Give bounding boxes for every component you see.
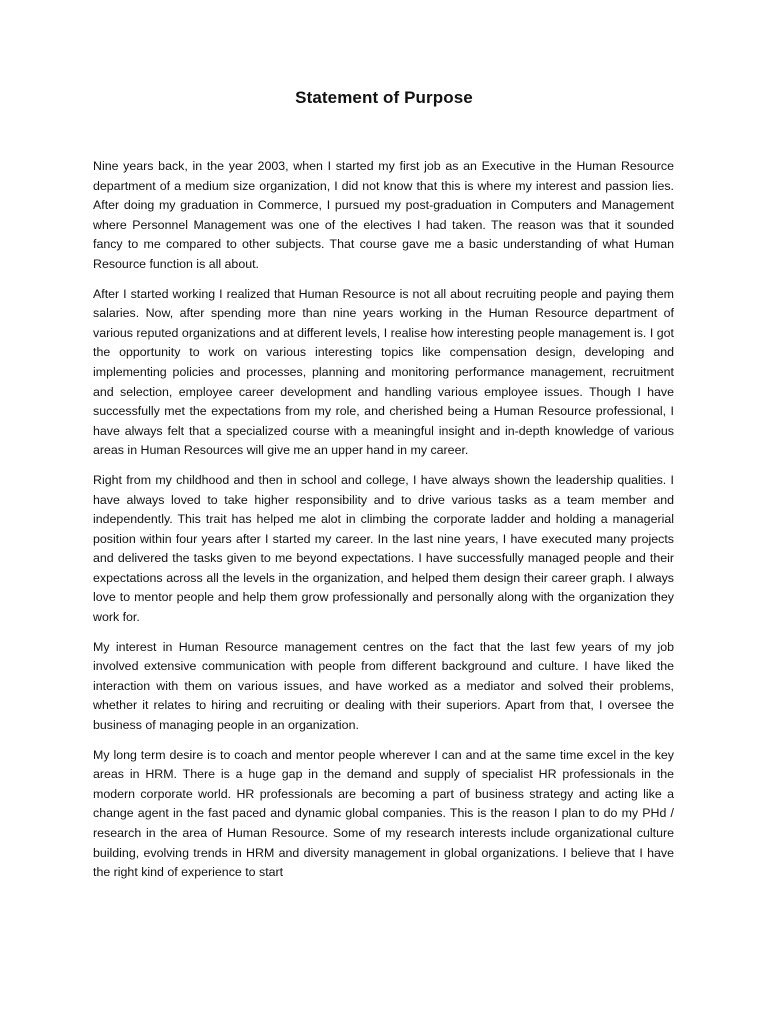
document-title: Statement of Purpose <box>295 88 473 107</box>
paragraph-3: Right from my childhood and then in school and college, I have always shown the leadership qualities. I have always loved to take higher responsibility and to drive various tasks as a team member and independently. This trait has helped me alot in climbing the corporate ladder and holding a managerial position within four years after I started my career. In the last nine years, I have executed many projects and delivered the tasks given to me beyond expectations. I have successfully managed people and their expectations across all the levels in the organization, and helped them design their career graph. I always love to mentor people and help them grow professionally and personally along with the organization they work for. <box>93 472 674 625</box>
paragraph-1: Nine years back, in the year 2003, when I started my first job as an Executive in the Human Resource department of a medium size organization, I did not know that this is where my interest and passion lies. After doing my graduation in Commerce, I pursued my post-graduation in Computers and Management where Personnel Management was one of the electives I had taken. The reason was that it sounded fancy to me compared to other subjects. That course gave me a basic understanding of what Human Resource function is all about. <box>93 159 674 271</box>
paragraph-5: My long term desire is to coach and mentor people wherever I can and at the same time excel in the key areas in HRM. There is a huge gap in the demand and supply of specialist HR professionals in the modern corporate world. HR professionals are becoming a part of business strategy and acting like a change agent in the fast paced and dynamic global companies. This is the reason I plan to do my PHd / research in the area of Human Resource. Some of my research interests include organizational culture building, evolving trends in HRM and diversity management in global organizations. I believe that I have the right kind of experience to start <box>93 747 674 880</box>
document-body <box>93 157 674 893</box>
paragraph-2: After I started working I realized that Human Resource is not all about recruiting people and paying them salaries. Now, after spending more than nine years working in the Human Resource department of various reputed organizations and at different levels, I realise how interesting people management is. I got the opportunity to work on various interesting topics like compensation design, developing and implementing policies and processes, planning and monitoring performance management, recruitment and selection, employee career development and handling various employee issues. Though I have successfully met the expectations from my role, and cherished being a Human Resource professional, I have always felt that a specialized course with a meaningful insight and in-depth knowledge of various areas in Human Resources will give me an upper hand in my career. <box>93 286 674 458</box>
paragraph-4: My interest in Human Resource management centres on the fact that the last few years of my job involved extensive communication with people from different background and culture. I have liked the interaction with them on various issues, and have worked as a mediator and solved their problems, whether it relates to hiring and recruiting or dealing with their superiors. Apart from that, I oversee the business of managing people in an organization. <box>93 639 674 733</box>
